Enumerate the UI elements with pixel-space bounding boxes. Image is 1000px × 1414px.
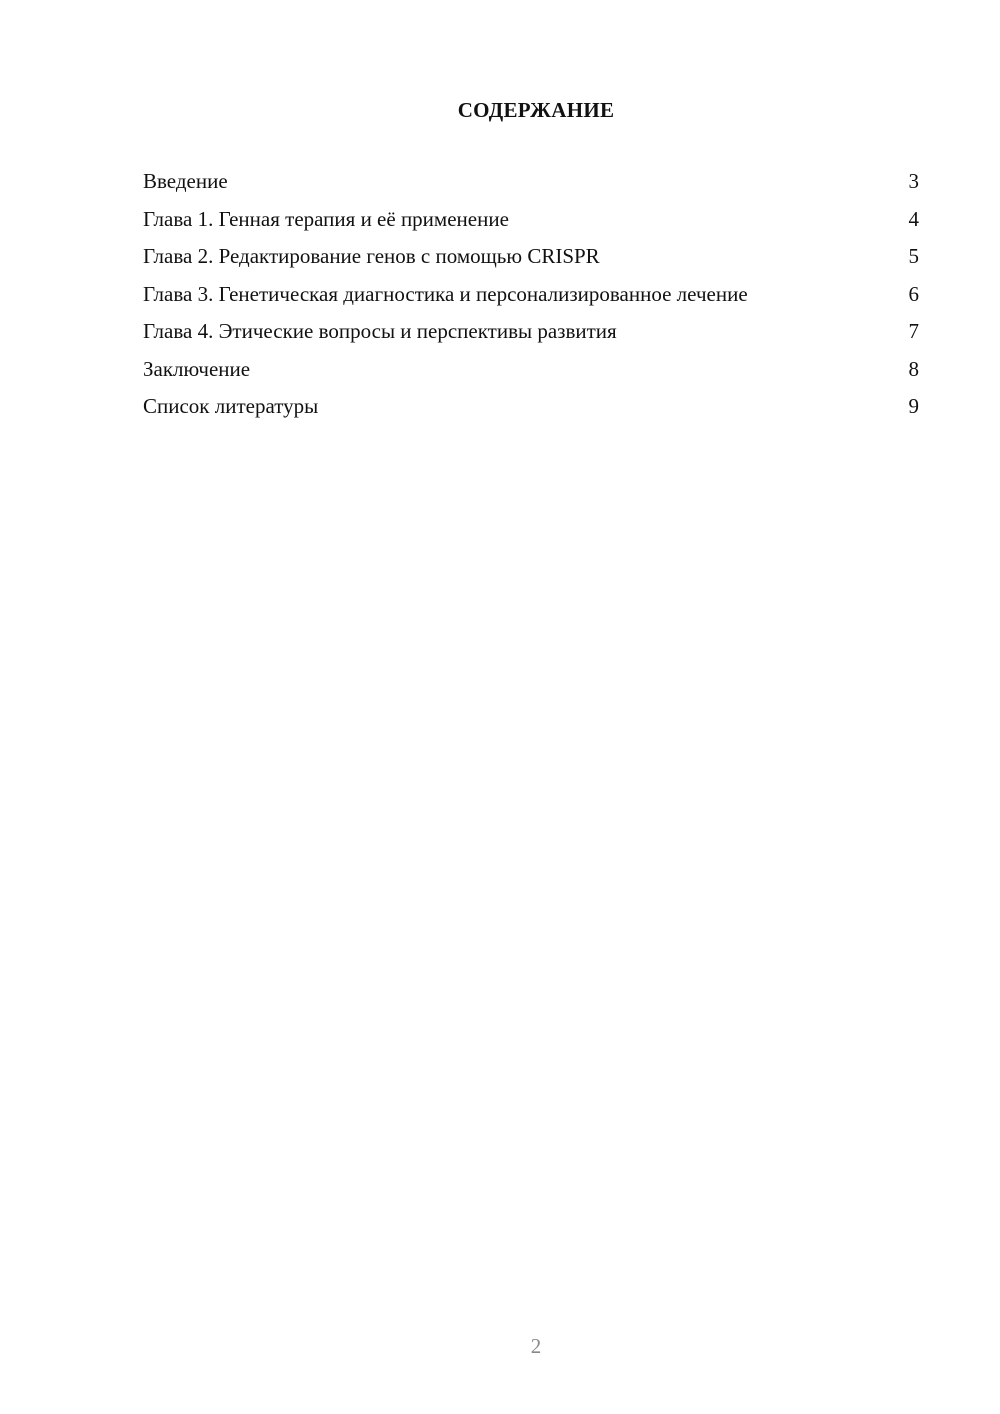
page-number: 2 [530,1334,542,1358]
toc-entry-title: Глава 2. Редактирование генов с помощью CRISPR [143,244,600,268]
toc-heading: СОДЕРЖАНИЕ [457,98,615,122]
toc-entry-page: 8 [908,356,919,381]
toc-entry [143,281,919,307]
toc-entry-page: 5 [908,244,919,268]
toc-entry-page: 7 [908,319,919,343]
toc-entry-title: Глава 4. Этические вопросы и перспективы развития [143,319,617,343]
toc-entry [143,356,919,382]
toc-entry-title: Список литературы [143,394,319,418]
toc-entry [143,206,919,232]
table-of-contents [143,168,919,431]
toc-entry [143,243,919,269]
toc-entry-title: Введение [143,169,228,193]
toc-entry-page: 6 [908,281,919,306]
toc-entry-title: Глава 1. Генная терапия и её применение [143,206,509,231]
toc-entry-title: Глава 3. Генетическая диагностика и персонализированное лечение [143,281,748,306]
toc-entry-page: 3 [908,169,919,193]
toc-entry [143,318,919,344]
toc-entry-page: 4 [908,206,919,231]
toc-entry [143,393,919,419]
toc-entry-page: 9 [908,394,919,418]
toc-entry [143,168,919,194]
toc-entry-title: Заключение [143,356,251,381]
